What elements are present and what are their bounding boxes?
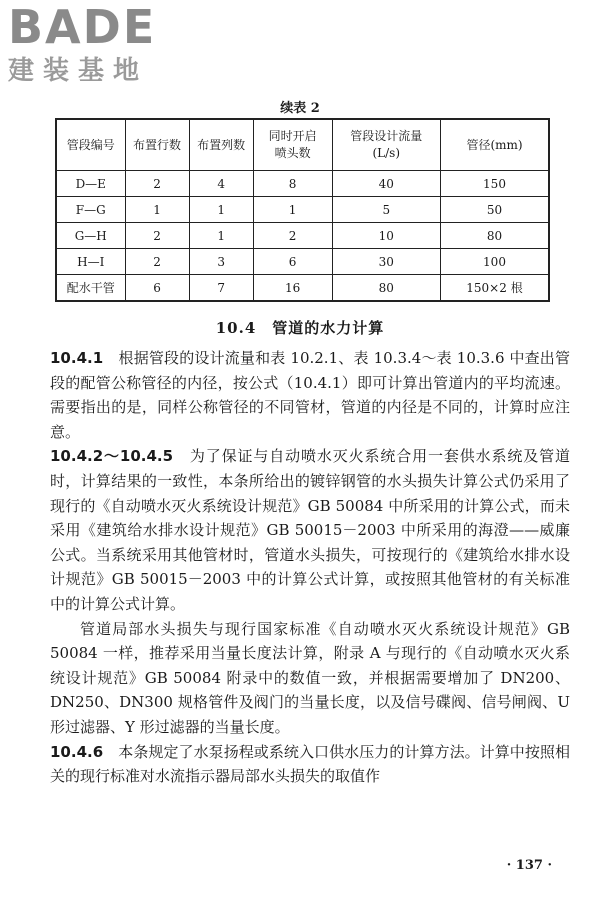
table-cell: 1 [189, 197, 253, 223]
column-header-text: 同时开启喷头数 [268, 129, 317, 160]
table-cell: F—G [56, 197, 125, 223]
clause-number: 10.4.1 [50, 349, 104, 367]
column-header: 管段编号 [56, 119, 125, 171]
table-cell: 100 [441, 249, 550, 275]
logo [8, 0, 188, 90]
paragraph-text: 为了保证与自动喷水灭火系统合用一套供水系统及管道时，计算结果的一致性，本条所给出的镀锌钢管的水头损失计算公式仍采用了现行的《自动喷水灭火系统设计规范》GB 50084 中所采用的计算公式，而未采用《建筑给水排水设计规范》GB 50015－2003 中所采用的海澄——威廉公式。当系统采用其他管材时，管道水头损失，可按现行的《建筑给水排水设计规范》GB 50015－2003 中的计算公式计算，或按照其他管材的有关标准中的计算公式计算。 [50, 447, 570, 613]
table-cell: 2 [125, 223, 189, 249]
column-header: 布置列数 [189, 119, 253, 171]
table-cell: 2 [125, 171, 189, 197]
table-row [56, 197, 549, 223]
table-header-row [56, 119, 549, 171]
column-header [253, 119, 332, 171]
table-cell: 1 [189, 223, 253, 249]
logo-subtitle: 建装基地 [8, 56, 149, 86]
paragraph [50, 740, 570, 789]
paragraph-text: 根据管段的设计流量和表 10.2.1、表 10.3.4～表 10.3.6 中查出管段的配管公称管径的内径，按公式（10.4.1）即可计算出管道内的平均流速。需要指出的是，同样公称管径的不同管材，管道的内径是不同的，计算时应注意。 [50, 349, 570, 441]
table-cell: 6 [125, 275, 189, 302]
paragraph-text: 本条规定了水泵扬程或系统入口供水压力的计算方法。计算中按照相关的现行标准对水流指示器局部水头损失的取值作 [50, 742, 570, 786]
table-cell: 30 [332, 249, 440, 275]
table-cell: 80 [332, 275, 440, 302]
data-table [55, 118, 550, 302]
paragraph [50, 617, 570, 740]
column-header-text: 管段设计流量(L/s) [350, 129, 423, 160]
table-cell: 8 [253, 171, 332, 197]
table-cell: 50 [441, 197, 550, 223]
page-number: · 137 · [506, 858, 552, 873]
table-cell: 10 [332, 223, 440, 249]
table-cell: 1 [253, 197, 332, 223]
table-row [56, 249, 549, 275]
table-cell: 2 [253, 223, 332, 249]
body-text [50, 346, 570, 789]
section-title: 10.4 管道的水力计算 [215, 319, 385, 337]
table-row [56, 171, 549, 197]
logo-brand: BADE [8, 0, 157, 54]
table-cell: D—E [56, 171, 125, 197]
table-cell: 配水干管 [56, 275, 125, 302]
column-header [332, 119, 440, 171]
paragraph [50, 346, 570, 444]
table-cell: 5 [332, 197, 440, 223]
table-cell: 150 [441, 171, 550, 197]
table-cell: 4 [189, 171, 253, 197]
table-cell: 80 [441, 223, 550, 249]
paragraph-text: 管道局部水头损失与现行国家标准《自动喷水灭火系统设计规范》GB 50084 一样，推荐采用当量长度法计算，附录 A 与现行的《自动喷水灭火系统设计规范》GB 50084 附录中的数值一致，并根据需要增加了 DN200、DN250、DN300 规格管件及阀门的当量长度，以及信号碟阀、信号闸阀、U 形过滤器、Y 形过滤器的当量长度。 [50, 619, 570, 736]
table-cell: 7 [189, 275, 253, 302]
table-row [56, 275, 549, 302]
table-cell: 40 [332, 171, 440, 197]
paragraph [50, 444, 570, 616]
table-cell: 2 [125, 249, 189, 275]
table-cell: 1 [125, 197, 189, 223]
table-cell: G—H [56, 223, 125, 249]
clause-number: 10.4.2～10.4.5 [50, 447, 174, 466]
column-header: 布置行数 [125, 119, 189, 171]
table-row [56, 223, 549, 249]
table-cell: 150×2 根 [441, 275, 550, 302]
table-cell: 6 [253, 249, 332, 275]
table-cell: 16 [253, 275, 332, 302]
table-cell: H—I [56, 249, 125, 275]
table-caption: 续表 2 [280, 101, 320, 116]
table-cell: 3 [189, 249, 253, 275]
column-header: 管径(mm) [441, 119, 550, 171]
clause-number: 10.4.6 [50, 742, 104, 761]
